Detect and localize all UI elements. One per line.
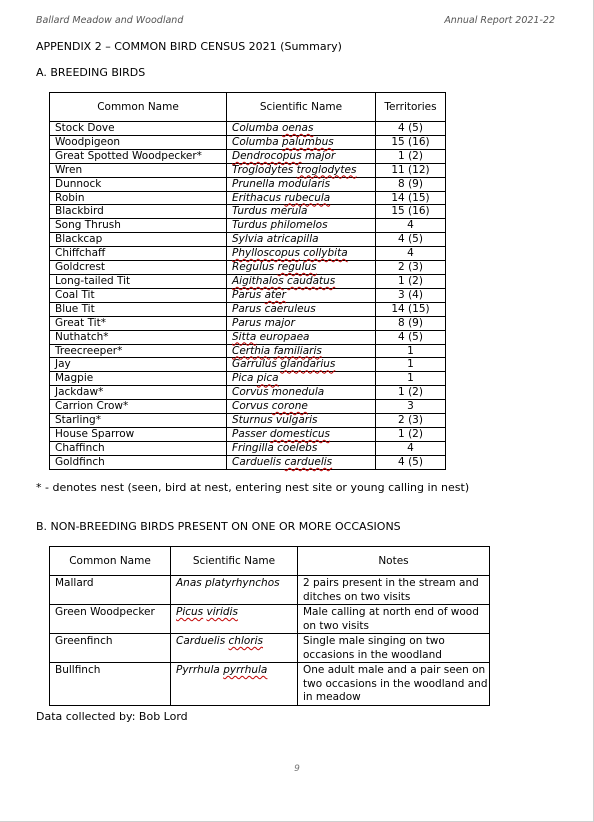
scientific-name-word: Columba bbox=[232, 122, 279, 134]
notes-cell: One adult male and a pair seen on two occasions in the woodland and in meadow bbox=[298, 663, 490, 706]
scientific-name-word: palumbus bbox=[282, 135, 334, 148]
territories-cell: 4 (5) bbox=[376, 330, 446, 344]
scientific-name-word: merula bbox=[270, 205, 308, 218]
territories-cell: 14 (15) bbox=[376, 191, 446, 205]
table-header-row bbox=[50, 93, 446, 122]
common-name-cell: Mallard bbox=[50, 576, 171, 605]
scientific-name-cell bbox=[227, 414, 376, 428]
territories-cell: 8 (9) bbox=[376, 177, 446, 191]
section-b-heading: B. NON-BREEDING BIRDS PRESENT ON ONE OR MORE OCCASIONS bbox=[36, 520, 401, 533]
scientific-name-cell bbox=[227, 372, 376, 386]
common-name-cell: Chiffchaff bbox=[50, 247, 227, 261]
scientific-name-cell bbox=[227, 441, 376, 455]
scientific-name-word: caeruleus bbox=[264, 302, 316, 315]
column-header-common-name: Common Name bbox=[50, 93, 227, 122]
territories-cell: 4 (5) bbox=[376, 455, 446, 469]
scientific-name-cell bbox=[171, 663, 298, 706]
scientific-name-cell bbox=[227, 400, 376, 414]
table-row bbox=[50, 274, 446, 288]
scientific-name-cell bbox=[227, 274, 376, 288]
table-row bbox=[50, 427, 446, 441]
table-row bbox=[50, 316, 446, 330]
scientific-name-cell bbox=[227, 163, 376, 177]
notes-cell: Single male singing on two occasions in the woodland bbox=[298, 634, 490, 663]
column-header-common-name: Common Name bbox=[50, 547, 171, 576]
scientific-name-cell bbox=[227, 302, 376, 316]
territories-cell: 1 (2) bbox=[376, 149, 446, 163]
territories-cell: 15 (16) bbox=[376, 205, 446, 219]
scientific-name-word: familiaris bbox=[273, 344, 322, 357]
table-row bbox=[50, 634, 490, 663]
table-row bbox=[50, 344, 446, 358]
scientific-name-cell bbox=[227, 427, 376, 441]
table-row bbox=[50, 400, 446, 414]
table-row bbox=[50, 330, 446, 344]
scientific-name-word: domesticus bbox=[269, 427, 331, 440]
scientific-name-word: Carduelis bbox=[176, 635, 226, 647]
scientific-name-word: oenas bbox=[282, 122, 314, 134]
scientific-name-word: Sylvia bbox=[232, 233, 264, 246]
scientific-name-word: platyrhynchos bbox=[205, 577, 280, 589]
non-breeding-birds-body bbox=[50, 576, 490, 706]
territories-cell: 4 bbox=[376, 219, 446, 233]
territories-cell: 2 (3) bbox=[376, 414, 446, 428]
common-name-cell: Great Tit* bbox=[50, 316, 227, 330]
scientific-name-word: Parus bbox=[232, 302, 262, 315]
territories-cell: 2 (3) bbox=[376, 261, 446, 275]
common-name-cell: Carrion Crow* bbox=[50, 400, 227, 414]
table-header-row bbox=[50, 547, 490, 576]
scientific-name-word: Parus bbox=[232, 316, 262, 329]
table-row bbox=[50, 163, 446, 177]
scientific-name-word: philomelos bbox=[270, 219, 328, 232]
scientific-name-word: Anas bbox=[176, 577, 202, 589]
scientific-name-word: Erithacus bbox=[232, 191, 281, 204]
table-row bbox=[50, 205, 446, 219]
scientific-name-word: Fringilla bbox=[232, 441, 274, 454]
scientific-name-cell bbox=[227, 358, 376, 372]
table-row bbox=[50, 372, 446, 386]
scientific-name-cell bbox=[227, 261, 376, 275]
scientific-name-word: pica bbox=[256, 372, 279, 385]
scientific-name-word: corone bbox=[271, 400, 308, 413]
header-right: Annual Report 2021-22 bbox=[444, 15, 555, 26]
scientific-name-word: Garrulus bbox=[232, 358, 277, 371]
scientific-name-cell bbox=[227, 344, 376, 358]
breeding-birds-table bbox=[49, 92, 446, 470]
common-name-cell: Goldfinch bbox=[50, 455, 227, 469]
common-name-cell: Jay bbox=[50, 358, 227, 372]
territories-cell: 1 bbox=[376, 358, 446, 372]
common-name-cell: Woodpigeon bbox=[50, 135, 227, 149]
scientific-name-word: Sturnus bbox=[232, 414, 273, 427]
common-name-cell: Treecreeper* bbox=[50, 344, 227, 358]
notes-cell: Male calling at north end of wood on two visits bbox=[298, 605, 490, 634]
scientific-name-word: major bbox=[304, 149, 336, 162]
table-row bbox=[50, 386, 446, 400]
data-collected-by: Data collected by: Bob Lord bbox=[36, 710, 188, 723]
table-row bbox=[50, 576, 490, 605]
scientific-name-word: Dendrocopus bbox=[232, 149, 302, 162]
scientific-name-word: Corvus bbox=[232, 386, 269, 399]
common-name-cell: Song Thrush bbox=[50, 219, 227, 233]
common-name-cell: Greenfinch bbox=[50, 634, 171, 663]
table-row bbox=[50, 135, 446, 149]
scientific-name-cell bbox=[227, 149, 376, 163]
territories-cell: 1 bbox=[376, 372, 446, 386]
common-name-cell: Bullfinch bbox=[50, 663, 171, 706]
table-row bbox=[50, 358, 446, 372]
scientific-name-word: Troglodytes bbox=[232, 163, 294, 176]
scientific-name-word: Parus bbox=[232, 288, 262, 301]
scientific-name-word: vulgaris bbox=[275, 414, 318, 427]
section-a-heading: A. BREEDING BIRDS bbox=[36, 66, 146, 79]
table-row bbox=[50, 247, 446, 261]
common-name-cell: Great Spotted Woodpecker* bbox=[50, 149, 227, 163]
nest-footnote: * - denotes nest (seen, bird at nest, entering nest site or young calling in nest) bbox=[36, 481, 470, 494]
column-header-notes: Notes bbox=[298, 547, 490, 576]
header-left: Ballard Meadow and Woodland bbox=[36, 15, 184, 26]
territories-cell: 14 (15) bbox=[376, 302, 446, 316]
table-row bbox=[50, 219, 446, 233]
common-name-cell: Wren bbox=[50, 163, 227, 177]
table-row bbox=[50, 414, 446, 428]
table-row bbox=[50, 605, 490, 634]
notes-cell: 2 pairs present in the stream and ditches on two visits bbox=[298, 576, 490, 605]
table-row bbox=[50, 177, 446, 191]
scientific-name-word: caudatus bbox=[287, 274, 336, 287]
scientific-name-word: troglodytes bbox=[296, 163, 357, 176]
scientific-name-cell bbox=[227, 219, 376, 233]
scientific-name-word: modularis bbox=[278, 177, 331, 190]
scientific-name-cell bbox=[227, 191, 376, 205]
scientific-name-word: europaea bbox=[259, 330, 310, 343]
scientific-name-cell bbox=[227, 122, 376, 136]
scientific-name-word: major bbox=[264, 316, 295, 329]
scientific-name-word: coelebs bbox=[277, 441, 318, 454]
scientific-name-word: Phylloscopus bbox=[232, 247, 300, 260]
table-row bbox=[50, 455, 446, 469]
scientific-name-cell bbox=[171, 634, 298, 663]
table-row bbox=[50, 302, 446, 316]
scientific-name-word: Columba bbox=[232, 135, 279, 148]
territories-cell: 3 bbox=[376, 400, 446, 414]
common-name-cell: Blue Tit bbox=[50, 302, 227, 316]
table-row bbox=[50, 288, 446, 302]
territories-cell: 4 (5) bbox=[376, 233, 446, 247]
territories-cell: 1 bbox=[376, 344, 446, 358]
common-name-cell: Blackcap bbox=[50, 233, 227, 247]
scientific-name-word: Passer bbox=[232, 427, 267, 440]
table-row bbox=[50, 122, 446, 136]
scientific-name-word: monedula bbox=[271, 386, 325, 399]
page-number: 9 bbox=[294, 764, 300, 774]
territories-cell: 1 (2) bbox=[376, 274, 446, 288]
table-row bbox=[50, 149, 446, 163]
scientific-name-word: Carduelis bbox=[232, 455, 282, 468]
territories-cell: 15 (16) bbox=[376, 135, 446, 149]
common-name-cell: Chaffinch bbox=[50, 441, 227, 455]
common-name-cell: House Sparrow bbox=[50, 427, 227, 441]
scientific-name-word: Pyrrhula bbox=[176, 664, 220, 676]
scientific-name-word: Picus bbox=[176, 606, 204, 618]
territories-cell: 1 (2) bbox=[376, 427, 446, 441]
scientific-name-cell bbox=[227, 330, 376, 344]
scientific-name-cell bbox=[227, 316, 376, 330]
territories-cell: 3 (4) bbox=[376, 288, 446, 302]
common-name-cell: Jackdaw* bbox=[50, 386, 227, 400]
scientific-name-word: Sitta bbox=[232, 330, 257, 343]
scientific-name-word: collybita bbox=[303, 247, 348, 260]
scientific-name-word: viridis bbox=[206, 606, 238, 618]
column-header-territories: Territories bbox=[376, 93, 446, 122]
common-name-cell: Goldcrest bbox=[50, 261, 227, 275]
scientific-name-word: pyrrhula bbox=[223, 664, 268, 676]
table-row bbox=[50, 233, 446, 247]
column-header-scientific-name: Scientific Name bbox=[227, 93, 376, 122]
table-row bbox=[50, 261, 446, 275]
scientific-name-word: ater bbox=[264, 288, 286, 301]
scientific-name-word: Certhia bbox=[232, 344, 271, 357]
territories-cell: 4 (5) bbox=[376, 122, 446, 136]
scientific-name-word: Pica bbox=[232, 372, 254, 385]
scientific-name-word: rubecula bbox=[284, 191, 331, 204]
scientific-name-cell bbox=[227, 386, 376, 400]
scientific-name-cell bbox=[227, 205, 376, 219]
territories-cell: 8 (9) bbox=[376, 316, 446, 330]
scientific-name-word: Prunella bbox=[232, 177, 275, 190]
territories-cell: 4 bbox=[376, 247, 446, 261]
table-row bbox=[50, 441, 446, 455]
common-name-cell: Robin bbox=[50, 191, 227, 205]
breeding-birds-body bbox=[50, 122, 446, 470]
territories-cell: 1 (2) bbox=[376, 386, 446, 400]
scientific-name-word: Turdus bbox=[232, 205, 268, 218]
territories-cell: 4 bbox=[376, 441, 446, 455]
common-name-cell: Green Woodpecker bbox=[50, 605, 171, 634]
scientific-name-cell bbox=[227, 135, 376, 149]
table-row bbox=[50, 191, 446, 205]
common-name-cell: Long-tailed Tit bbox=[50, 274, 227, 288]
scientific-name-cell bbox=[227, 233, 376, 247]
scientific-name-word: carduelis bbox=[284, 455, 333, 468]
common-name-cell: Stock Dove bbox=[50, 122, 227, 136]
scientific-name-cell bbox=[227, 455, 376, 469]
table-row bbox=[50, 663, 490, 706]
scientific-name-cell bbox=[171, 576, 298, 605]
territories-cell: 11 (12) bbox=[376, 163, 446, 177]
scientific-name-word: Turdus bbox=[232, 219, 268, 232]
common-name-cell: Blackbird bbox=[50, 205, 227, 219]
common-name-cell: Nuthatch* bbox=[50, 330, 227, 344]
scientific-name-word: atricapilla bbox=[266, 233, 319, 246]
column-header-scientific-name: Scientific Name bbox=[171, 547, 298, 576]
scientific-name-cell bbox=[227, 247, 376, 261]
common-name-cell: Dunnock bbox=[50, 177, 227, 191]
appendix-title: APPENDIX 2 – COMMON BIRD CENSUS 2021 (Summary) bbox=[36, 40, 342, 53]
non-breeding-birds-table bbox=[49, 546, 490, 706]
common-name-cell: Coal Tit bbox=[50, 288, 227, 302]
scientific-name-word: regulus bbox=[277, 261, 317, 274]
scientific-name-word: glandarius bbox=[280, 358, 336, 371]
common-name-cell: Starling* bbox=[50, 414, 227, 428]
scientific-name-word: Regulus bbox=[232, 261, 275, 274]
scientific-name-word: Corvus bbox=[232, 400, 269, 413]
scientific-name-word: Aigithalos bbox=[232, 274, 284, 287]
common-name-cell: Magpie bbox=[50, 372, 227, 386]
scientific-name-cell bbox=[171, 605, 298, 634]
scientific-name-word: chloris bbox=[228, 635, 263, 647]
scientific-name-cell bbox=[227, 288, 376, 302]
scientific-name-cell bbox=[227, 177, 376, 191]
